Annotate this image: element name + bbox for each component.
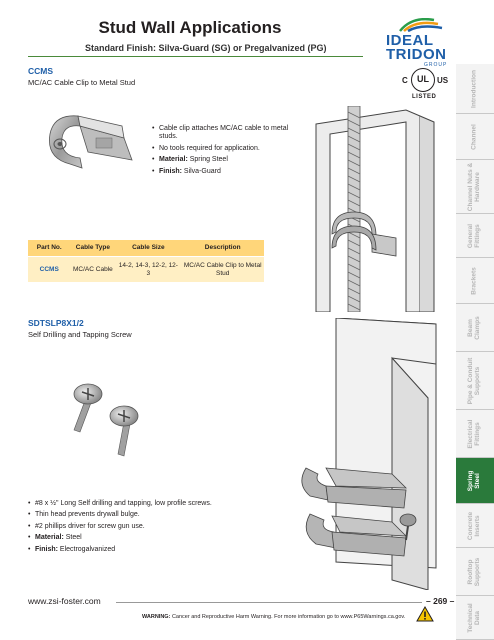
list-item: • #8 x ½" Long Self drilling and tapping, low profile screws. (28, 500, 298, 508)
tab-pipe-conduit-supports[interactable]: Pipe & Conduit Supports (456, 352, 494, 410)
list-item: • Cable clip attaches MC/AC cable to metal studs. (152, 125, 292, 142)
table-cell: CCMS (28, 256, 70, 282)
ccms-features-list (152, 125, 292, 179)
ideal-tridon-logo (370, 18, 458, 68)
tab-brackets[interactable]: Brackets (456, 258, 494, 304)
tab-introduction[interactable]: Introduction (456, 64, 494, 114)
logo-line3: GROUP (424, 62, 448, 68)
sdt-description: Self Drilling and Tapping Screw (28, 330, 132, 339)
footer-divider (116, 602, 422, 603)
tab-channel[interactable]: Channel (456, 114, 494, 160)
sdt-code: SDTSLP8X1/2 (28, 318, 84, 328)
ccms-description: MC/AC Cable Clip to Metal Stud (28, 78, 136, 87)
page-subtitle: Standard Finish: Silva-Guard (SG) or Pregalvanized (PG) (85, 43, 327, 53)
list-item: • Finish: Silva-Guard (152, 168, 292, 176)
tab-technical-data[interactable]: Technical Data (456, 596, 494, 640)
ul-listed-mark: C UL US LISTED (402, 68, 444, 102)
page-number: – 269 – (426, 596, 455, 606)
tab-spring-steel[interactable]: Spring Steel (456, 458, 494, 504)
table-cell: MC/AC Cable Clip to Metal Stud (181, 256, 264, 282)
logo-line2: TRIDON (386, 46, 447, 63)
stud-clip-screw-image (296, 318, 456, 590)
tab-rooftop-supports[interactable]: Rooftop Supports (456, 548, 494, 596)
table-row (28, 256, 264, 282)
list-item: • No tools required for application. (152, 145, 292, 153)
column-header: Part No. (28, 240, 70, 256)
header-divider (28, 56, 363, 57)
list-item: • Material: Spring Steel (152, 156, 292, 164)
warning-triangle-icon (416, 606, 434, 622)
column-header: Cable Size (115, 240, 181, 256)
page-title: Stud Wall Applications (98, 18, 282, 37)
table-header-row (28, 240, 264, 256)
table-cell: 14-2, 14-3, 12-2, 12-3 (115, 256, 181, 282)
column-header: Cable Type (70, 240, 115, 256)
list-item: • Thin head prevents drywall bulge. (28, 511, 298, 519)
sdt-features-list (28, 500, 298, 557)
tab-channel-nuts-hardware[interactable]: Channel Nuts & Hardware (456, 160, 494, 214)
tab-electrical-fittings[interactable]: Electrical Fittings (456, 410, 494, 458)
footer-website-link[interactable]: www.zsi-foster.com (28, 596, 101, 606)
tab-concrete-inserts[interactable]: Concrete Inserts (456, 504, 494, 548)
list-item: • Material: Steel (28, 534, 298, 542)
logo-line1: IDEAL (386, 32, 434, 49)
ccms-spec-table (28, 240, 264, 282)
list-item: • Finish: Electrogalvanized (28, 546, 298, 554)
tab-beam-clamps[interactable]: Beam Clamps (456, 304, 494, 352)
list-item: • #2 phillips driver for screw gun use. (28, 523, 298, 531)
cable-clip-image (34, 108, 142, 180)
column-header: Description (181, 240, 264, 256)
prop65-warning: WARNING: Cancer and Reproductive Harm Warning. For more information go to www.P65Warnings.ca.gov. (142, 614, 406, 620)
ccms-code: CCMS (28, 66, 54, 76)
stud-cable-installation-image (296, 106, 456, 312)
tab-general-fittings[interactable]: General Fittings (456, 214, 494, 258)
screws-image (64, 372, 148, 462)
table-cell: MC/AC Cable (70, 256, 115, 282)
